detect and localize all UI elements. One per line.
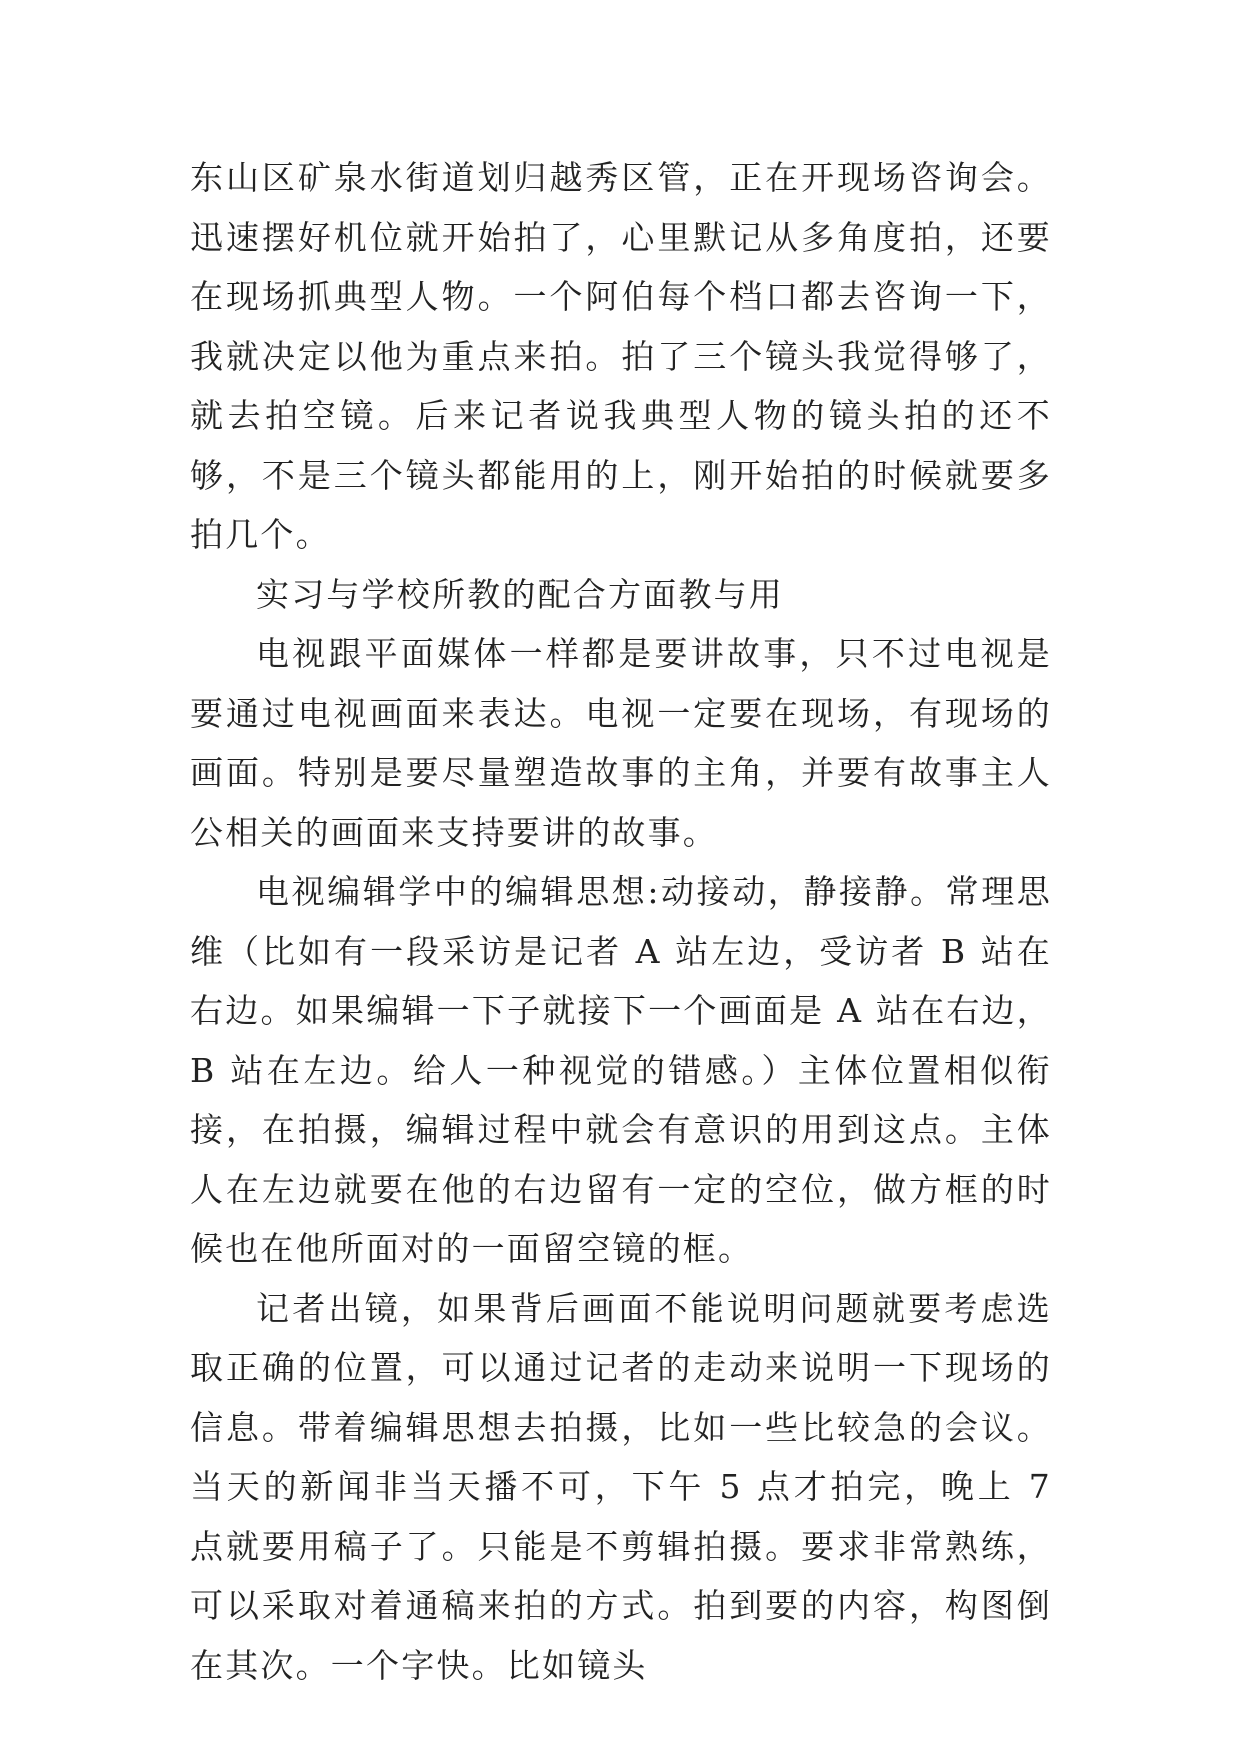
section-heading: 实习与学校所教的配合方面教与用	[256, 574, 784, 614]
paragraph-4: 记者出镜，如果背后画面不能说明问题就要考虑选取正确的位置，可以通过记者的走动来说明一下现场的信息。带着编辑思想去拍摄，比如一些比较急的会议。当天的新闻非当天播不可，下午 5 点才拍完，晚上 7 点就要用稿子了。只能是不剪辑拍摄。要求非常熟练，可以采取对着通稿来拍的方式。拍到要的内容，构图倒在其次。一个字快。比如镜头	[190, 1288, 1052, 1685]
paragraph-3: 电视编辑学中的编辑思想:动接动，静接静。常理思维（比如有一段采访是记者 A 站左边，受访者 B 站在右边。如果编辑一下子就接下一个画面是 A 站在右边，B 站在左边。给人一种视觉的错感。）主体位置相似衔接，在拍摄，编辑过程中就会有意识的用到这点。主体人在左边就要在他的右边留有一定的空位，做方框的时候也在他所面对的一面留空镜的框。	[190, 872, 1052, 1268]
paragraph-2: 电视跟平面媒体一样都是要讲故事，只不过电视是要通过电视画面来表达。电视一定要在现场，有现场的画面。特别是要尽量塑造故事的主角，并要有故事主人公相关的画面来支持要讲的故事。	[190, 634, 1052, 852]
document-page	[190, 148, 1052, 1695]
paragraph-1: 东山区矿泉水街道划归越秀区管，正在开现场咨询会。迅速摆好机位就开始拍了，心里默记从多角度拍，还要在现场抓典型人物。一个阿伯每个档口都去咨询一下，我就决定以他为重点来拍。拍了三个镜头我觉得够了，就去拍空镜。后来记者说我典型人物的镜头拍的还不够，不是三个镜头都能用的上，刚开始拍的时候就要多拍几个。	[190, 158, 1052, 554]
